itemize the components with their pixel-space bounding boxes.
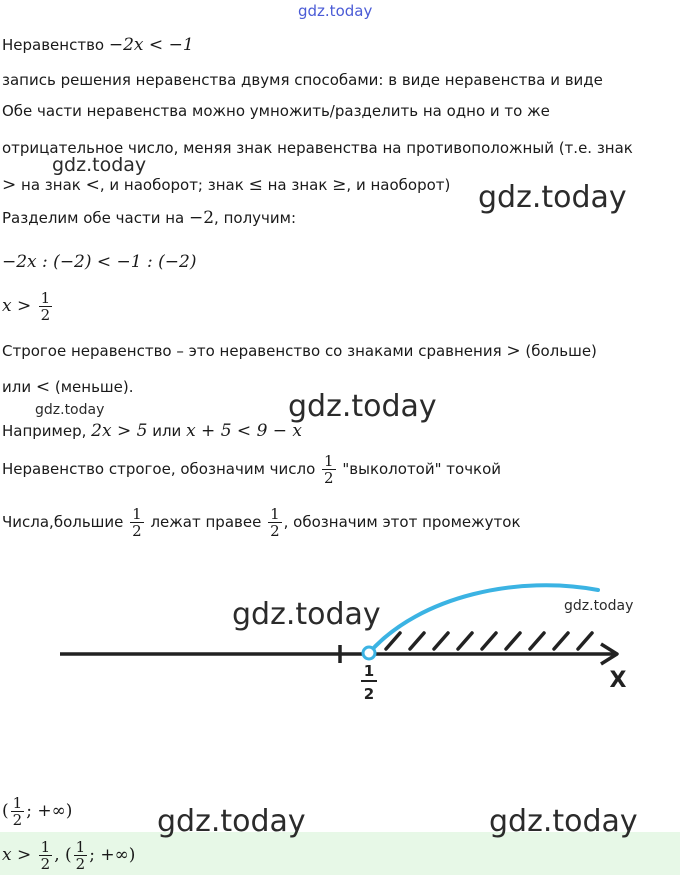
watermark: gdz.today <box>157 804 306 839</box>
fraction-numerator: 1 <box>324 452 334 470</box>
point-label-numerator: 1 <box>363 662 375 680</box>
paragraph-rule-2: отрицательное число, меняя знак неравенства на противоположный (т.е. знак <box>2 139 633 157</box>
paragraph-strict-def <box>2 341 597 361</box>
fraction-one-half <box>11 795 25 828</box>
fraction-denominator: 2 <box>270 522 280 540</box>
watermark-top: gdz.today <box>298 2 373 20</box>
paragraph-rule-3 <box>2 175 450 195</box>
fraction-one-half <box>74 839 88 872</box>
text: , ( <box>54 845 72 865</box>
fraction-numerator: 1 <box>12 794 23 812</box>
text: , обозначим этот промежуток <box>283 513 521 531</box>
text: (меньше). <box>50 378 134 396</box>
text: Строгое неравенство – это неравенство со знаками сравнения <box>2 342 507 360</box>
text: лежат правее <box>145 513 267 531</box>
watermark: gdz.today <box>232 597 381 632</box>
text: , и наоборот) <box>346 176 451 194</box>
example-2: x + 5 < 9 − x <box>186 421 303 441</box>
text: или <box>147 422 187 440</box>
answer-text <box>2 838 135 872</box>
watermark: gdz.today <box>35 402 105 418</box>
paragraph-rule-1: Обе части неравенства можно умножить/разделить на одно и то же <box>2 102 550 120</box>
fraction-denominator: 2 <box>75 855 86 873</box>
text: или <box>2 378 36 396</box>
text: "выколотой" точкой <box>337 460 502 478</box>
fraction-one-half <box>322 453 336 486</box>
text: Разделим обе части на <box>2 209 189 227</box>
watermark: gdz.today <box>564 598 634 614</box>
sign-less: < <box>35 377 51 397</box>
fraction-one-half <box>268 506 282 539</box>
paragraph-interval <box>2 505 521 539</box>
hatching <box>386 633 592 649</box>
sign-less: < <box>85 175 100 195</box>
equation-division: −2x : (−2) < −1 : (−2) <box>2 252 197 272</box>
interval-arc <box>369 585 598 653</box>
result-lhs: x > <box>2 296 37 316</box>
fraction-numerator: 1 <box>40 838 51 856</box>
text: , получим: <box>214 209 297 227</box>
fraction-denominator: 2 <box>324 469 334 487</box>
sign-greater: > <box>2 175 17 195</box>
punctured-point <box>363 647 375 659</box>
answer-lhs: x > <box>2 845 37 865</box>
fraction-numerator: 1 <box>75 838 86 856</box>
fraction-one-half <box>130 506 144 539</box>
watermark: gdz.today <box>52 154 147 176</box>
text: Неравенство строгое, обозначим число <box>2 460 321 478</box>
watermark: gdz.today <box>478 180 627 215</box>
paragraph-example <box>2 421 302 441</box>
fraction-numerator: 1 <box>132 505 142 523</box>
text: , и наоборот; знак <box>99 176 249 194</box>
equation-result <box>2 290 54 323</box>
text: (больше) <box>520 342 597 360</box>
task-inequality: −2x < −1 <box>108 35 194 55</box>
number-line-diagram <box>0 575 680 715</box>
watermark: gdz.today <box>288 389 437 424</box>
interval-notation <box>2 794 72 828</box>
example-1: 2x > 5 <box>91 421 148 441</box>
task-statement <box>2 35 194 55</box>
fraction-one-half <box>39 290 53 323</box>
fraction-denominator: 2 <box>132 522 142 540</box>
sign-geq: ≥ <box>332 175 347 195</box>
text: Числа,большие <box>2 513 129 531</box>
text: ; +∞) <box>26 801 73 821</box>
sign-leq: ≤ <box>248 175 263 195</box>
paragraph-strict-def-2 <box>2 377 134 397</box>
fraction-numerator: 1 <box>40 289 51 307</box>
fraction-denominator: 2 <box>12 811 23 829</box>
paragraph-divide <box>2 208 296 228</box>
text: на знак <box>262 176 333 194</box>
text: ; +∞) <box>89 845 136 865</box>
fraction-denominator: 2 <box>40 855 51 873</box>
axis-label: X <box>609 668 627 693</box>
sign-greater: > <box>506 341 521 361</box>
watermark: gdz.today <box>489 804 638 839</box>
text: Например, <box>2 422 92 440</box>
paragraph-punctured <box>2 452 501 486</box>
point-label-denominator: 2 <box>363 685 375 703</box>
fraction-denominator: 2 <box>40 306 51 324</box>
fraction-numerator: 1 <box>270 505 280 523</box>
text: на знак <box>16 176 86 194</box>
paragraph-record: запись решения неравенства двумя способами: в виде неравенства и виде <box>2 71 603 89</box>
fraction-one-half <box>39 839 53 872</box>
divisor: −2 <box>188 208 215 228</box>
task-label: Неравенство <box>2 36 109 54</box>
text: ( <box>2 801 9 821</box>
